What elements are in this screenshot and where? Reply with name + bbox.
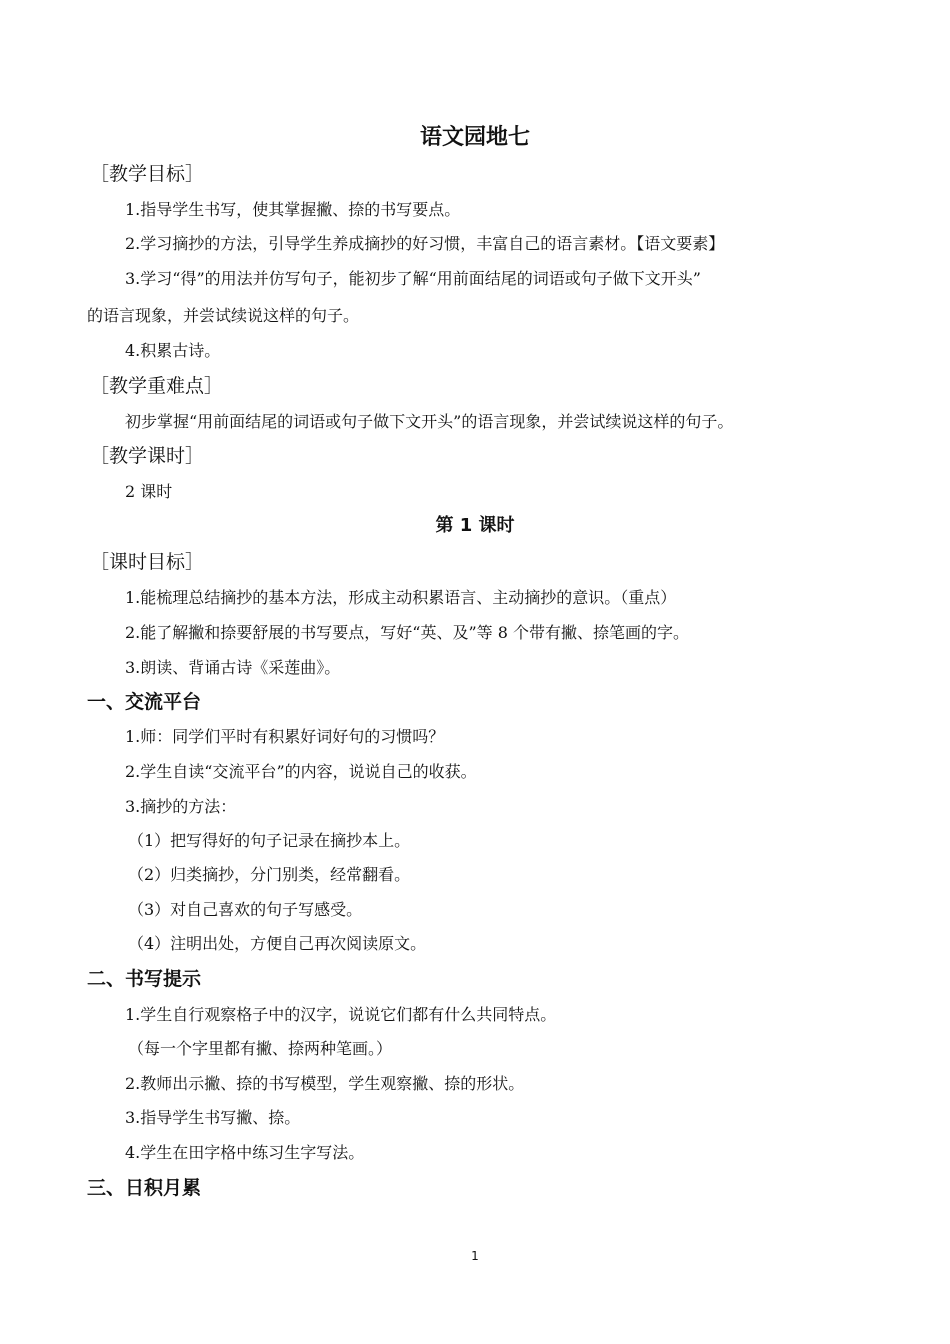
section-heading-exchange: 一、交流平台	[87, 691, 202, 713]
list-item: 2.教师出示撇、捺的书写模型，学生观察撇、捺的形状。	[125, 1074, 525, 1093]
list-item: 3.指导学生书写撇、捺。	[125, 1108, 301, 1127]
key-points-text: 初步掌握“用前面结尾的词语或句子做下文开头”的语言现象，并尝试续说这样的句子。	[125, 412, 734, 431]
goal-item: 1.指导学生书写，使其掌握撇、捺的书写要点。	[125, 200, 461, 219]
list-item: 2.学生自读“交流平台”的内容，说说自己的收获。	[125, 762, 477, 781]
list-item: 1.师：同学们平时有积累好词好句的习惯吗？	[125, 727, 445, 746]
periods-text: 2 课时	[125, 482, 173, 501]
lesson-goal-item: 2.能了解撇和捺要舒展的书写要点，写好“英、及”等 8 个带有撇、捺笔画的字。	[125, 623, 689, 642]
section-heading-writing: 二、书写提示	[87, 968, 202, 990]
sub-list-item: （4）注明出处，方便自己再次阅读原文。	[128, 934, 427, 953]
document-title: 语文园地七	[419, 125, 530, 150]
list-item: 3.摘抄的方法：	[125, 797, 237, 816]
goal-item: 4.积累古诗。	[125, 341, 221, 360]
heading-teaching-periods: ［教学课时］	[90, 445, 205, 467]
heading-teaching-goals: ［教学目标］	[90, 163, 205, 185]
goal-item: 2.学习摘抄的方法，引导学生养成摘抄的好习惯，丰富自己的语言素材。【语文要素】	[125, 234, 725, 253]
goal-item-continuation: 的语言现象，并尝试续说这样的句子。	[87, 306, 360, 325]
lesson-goal-item: 3.朗读、背诵古诗《采莲曲》。	[125, 658, 341, 677]
list-item-note: （每一个字里都有撇、捺两种笔画。）	[128, 1039, 393, 1058]
sub-list-item: （2）归类摘抄，分门别类，经常翻看。	[128, 865, 411, 884]
page-number: 1	[471, 1249, 479, 1263]
sub-list-item: （3）对自己喜欢的句子写感受。	[128, 900, 363, 919]
list-item: 1.学生自行观察格子中的汉字，说说它们都有什么共同特点。	[125, 1005, 557, 1024]
lesson-title: 第 1 课时	[435, 515, 515, 536]
goal-item: 3.学习“得”的用法并仿写句子，能初步了解“用前面结尾的词语或句子做下文开头”	[125, 269, 701, 288]
heading-key-points: ［教学重难点］	[90, 375, 224, 397]
section-heading-accumulation: 三、日积月累	[87, 1177, 202, 1199]
sub-list-item: （1）把写得好的句子记录在摘抄本上。	[128, 831, 411, 850]
list-item: 4.学生在田字格中练习生字写法。	[125, 1143, 365, 1162]
heading-lesson-goals: ［课时目标］	[90, 551, 205, 573]
lesson-goal-item: 1.能梳理总结摘抄的基本方法，形成主动积累语言、主动摘抄的意识。（重点）	[125, 588, 677, 607]
